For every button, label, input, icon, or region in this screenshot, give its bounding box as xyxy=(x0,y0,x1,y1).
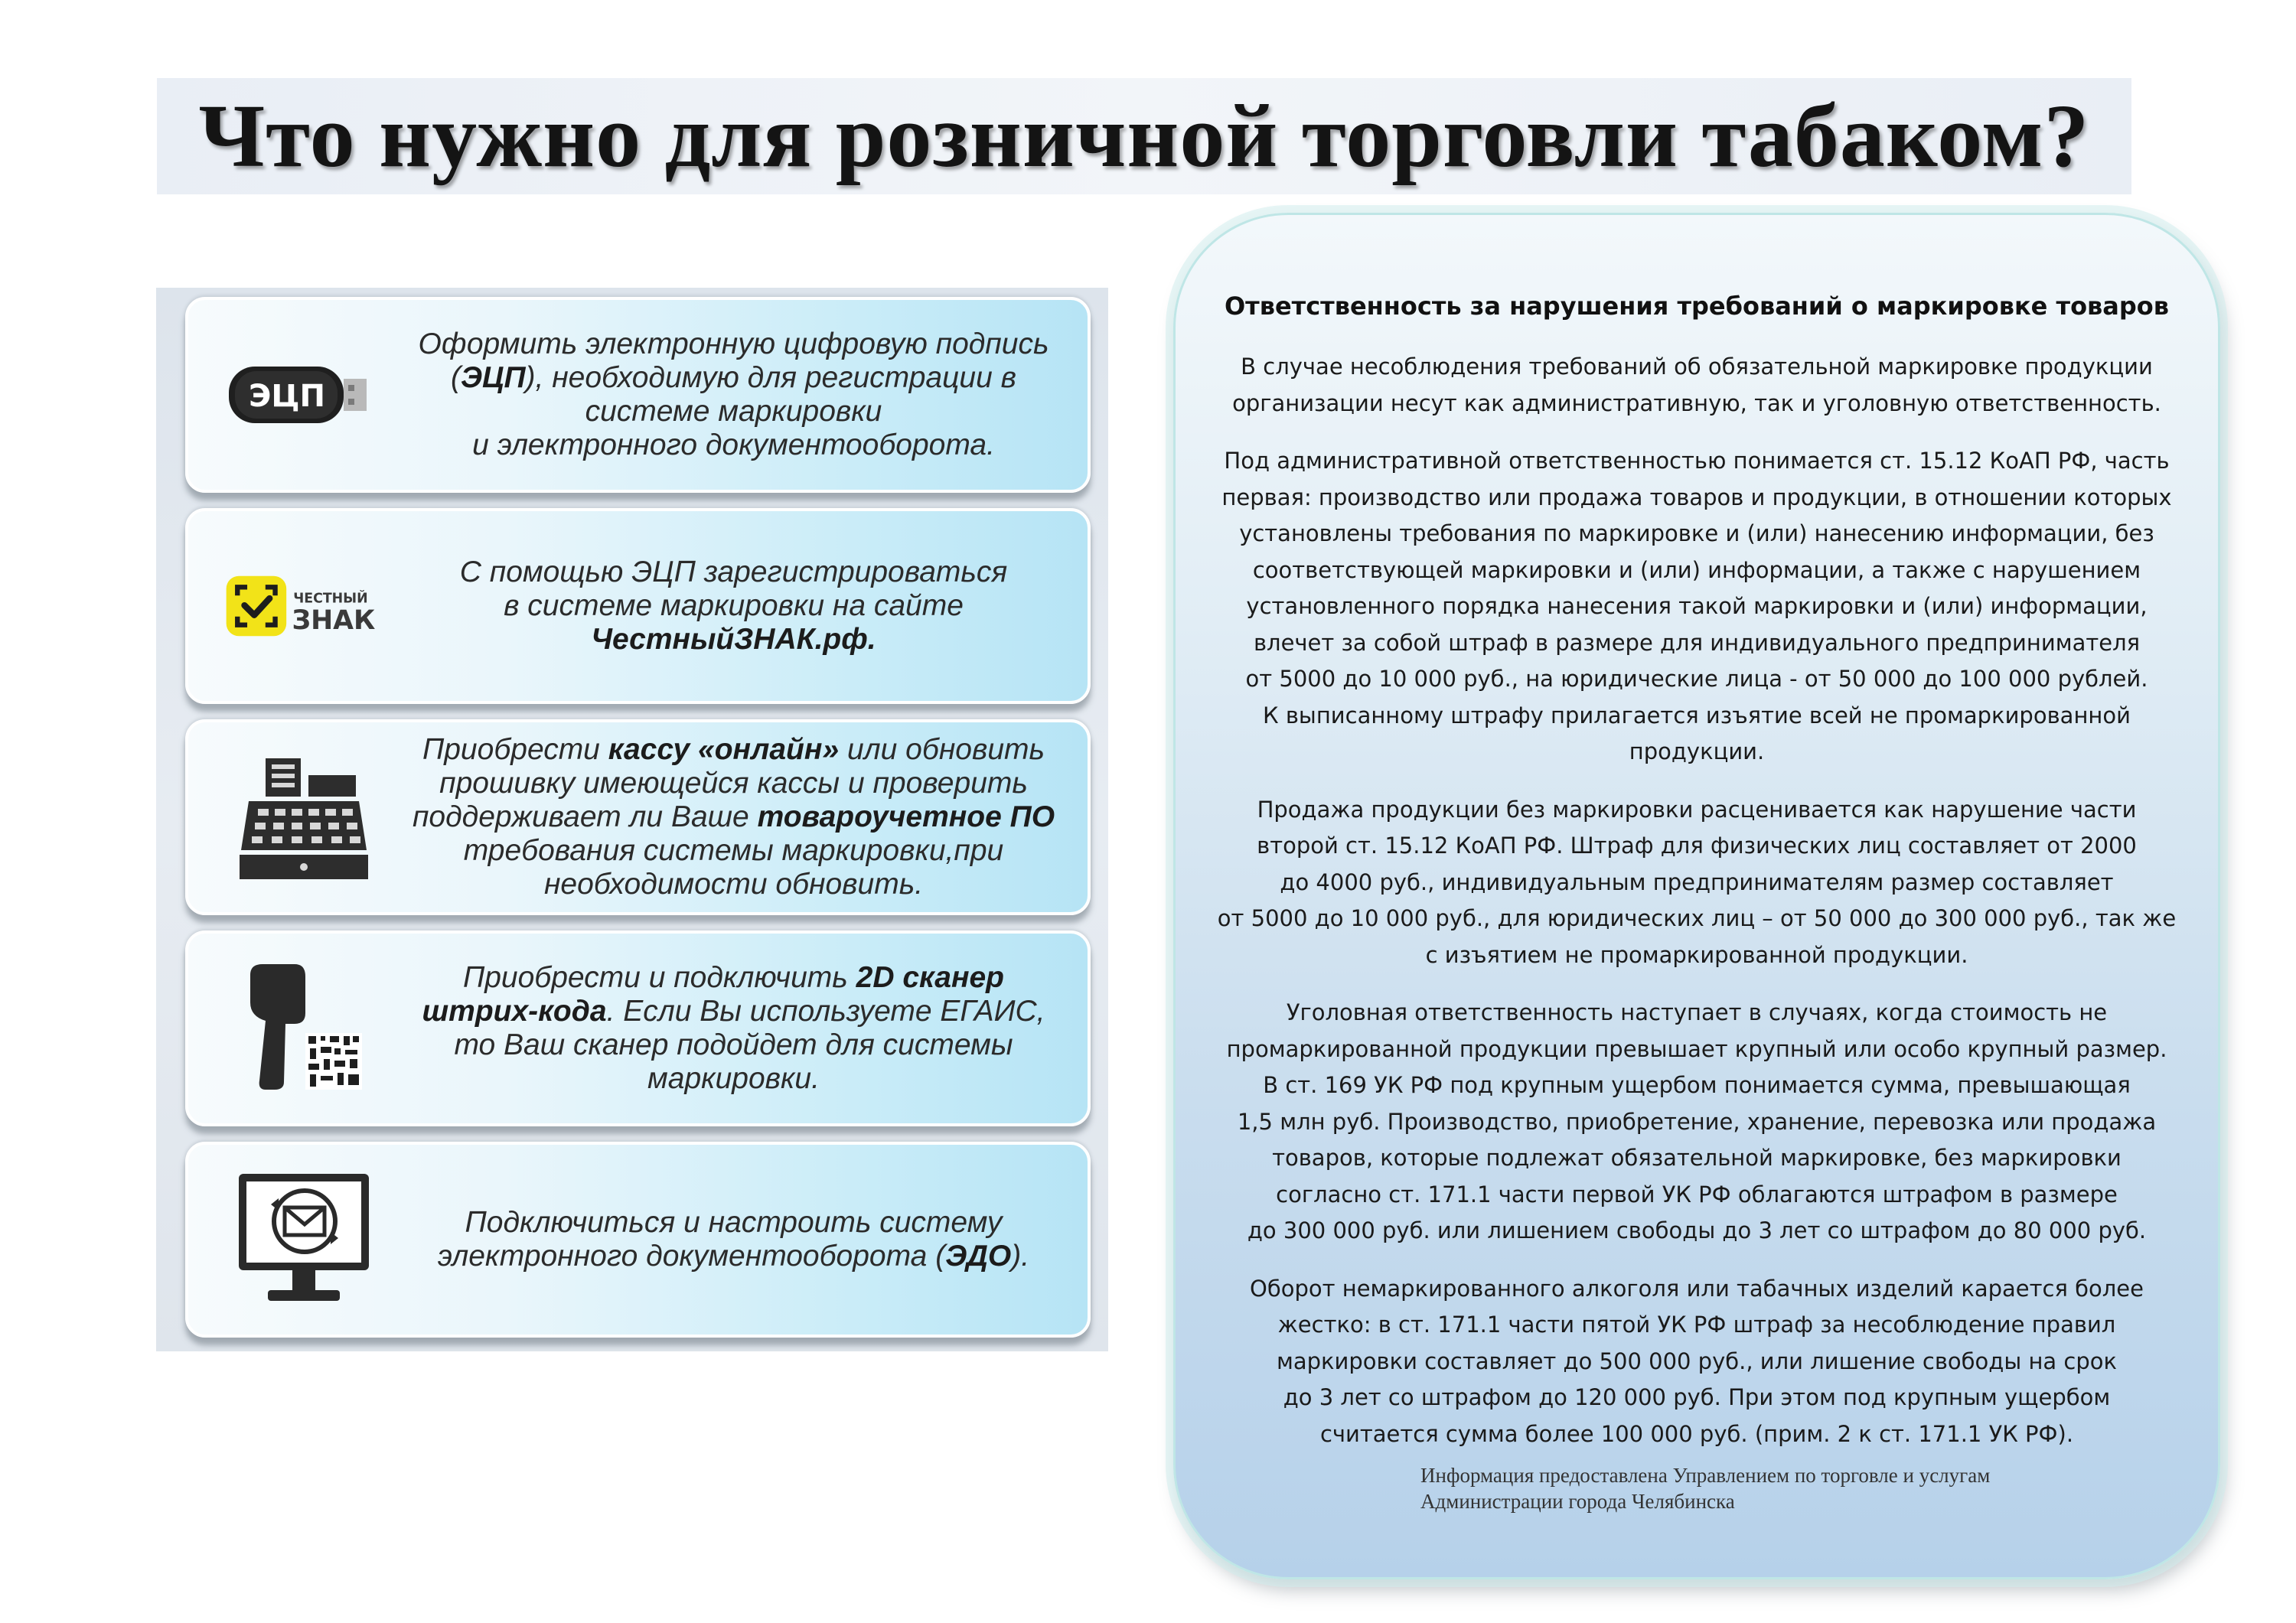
step-text xyxy=(395,722,1072,912)
step-card-scanner xyxy=(185,930,1091,1126)
info-paragraph-line: жестко: в ст. 171.1 части пятой УК РФ штраф за несоблюдение правил xyxy=(1277,1312,2116,1338)
info-paragraph-line: от 5000 до 10 000 руб., на юридические лица - от 50 000 до 100 000 рублей. xyxy=(1245,666,2148,692)
info-paragraph-line: К выписанному штрафу прилагается изъятие всей не промаркированной xyxy=(1263,702,2131,728)
info-heading: Ответственность за нарушения требований о маркировке товаров xyxy=(1224,292,2170,321)
step-text-line: С помощью ЭЦП зарегистрироваться xyxy=(459,556,1008,588)
step-card-edo xyxy=(185,1142,1091,1338)
step-text-emphasis: кассу «онлайн» xyxy=(608,733,840,766)
info-paragraph xyxy=(1191,443,2203,771)
step-text-line xyxy=(591,623,876,657)
info-paragraph-line: В случае несоблюдения требований об обязательной маркировке продукции xyxy=(1241,354,2153,380)
info-paragraph xyxy=(1191,792,2203,974)
step-text-line: (ЭЦП), необходимую для регистрации в xyxy=(451,361,1016,394)
info-paragraph-line: В ст. 169 УК РФ под крупным ущербом понимается сумма, превышающая xyxy=(1263,1072,2131,1098)
title-banner xyxy=(157,78,2131,194)
step-text-emphasis: 2D сканер xyxy=(856,961,1005,994)
info-paragraph-line: до 3 лет со штрафом до 120 000 руб. При этом под крупным ущербом xyxy=(1283,1384,2111,1410)
info-paragraph-line: влечет за собой штраф в размере для индивидуального предпринимателя xyxy=(1253,629,2141,656)
info-paragraph-line: с изъятием не промаркированной продукции. xyxy=(1425,941,1968,968)
page-title: Что нужно для розничной торговли табаком? xyxy=(198,86,2090,186)
step-text-line: Приобрести кассу «онлайн» или обновить xyxy=(422,733,1045,766)
step-text-line: системе маркировки xyxy=(585,395,882,428)
barcode-scanner-icon xyxy=(223,960,384,1097)
step-text-line: штрих-кода. Если Вы используете ЕГАИС, xyxy=(422,995,1045,1028)
step-card-ecp xyxy=(185,297,1091,493)
footer-line: Администрации города Челябинска xyxy=(1420,1490,1735,1513)
chestny-znak-logo-icon xyxy=(223,537,384,675)
info-paragraph-line: 1,5 млн руб. Производство, приобретение, хранение, перевозка или продажа xyxy=(1237,1108,2157,1135)
info-paragraph-line: до 300 000 руб. или лишением свободы до 3 лет со штрафом до 80 000 руб. xyxy=(1247,1217,2147,1243)
info-paragraph-line: организации несут как административную, так и уголовную ответственность. xyxy=(1232,389,2161,416)
info-paragraph-line: согласно ст. 171.1 части первой УК РФ облагаются штрафом в размере xyxy=(1276,1181,2118,1207)
edo-monitor-icon xyxy=(223,1171,384,1309)
info-paragraph-line: Уголовная ответственность наступает в случаях, когда стоимость не xyxy=(1286,999,2108,1025)
step-text-line: в системе маркировки на сайте xyxy=(504,589,964,622)
info-paragraph-line: до 4000 руб., индивидуальным предпринимателям размер составляет xyxy=(1280,869,2114,895)
info-paragraph-line: второй ст. 15.12 КоАП РФ. Штраф для физических лиц составляет от 2000 xyxy=(1257,833,2137,859)
step-text xyxy=(395,1145,1072,1335)
step-text-line: Приобрести и подключить 2D сканер xyxy=(462,961,1005,994)
step-text xyxy=(395,511,1072,701)
ecp-token-label: ЭЦП xyxy=(249,379,325,414)
step-text-emphasis: ЧестныйЗНАК.рф. xyxy=(591,623,876,656)
info-paragraph-line: соответствующей маркировки и (или) информации, а также с нарушением xyxy=(1252,556,2141,583)
step-text-line: требования системы маркировки,при xyxy=(463,834,1004,867)
info-paragraph-line: установленного порядка нанесения такой маркировки и (или) информации, xyxy=(1246,593,2148,619)
step-text-line: Оформить электронную цифровую подпись xyxy=(418,328,1049,360)
step-text-line: необходимости обновить. xyxy=(543,868,924,901)
info-paragraph xyxy=(1191,349,2203,422)
znak-logo-top: ЧЕСТНЫЙ xyxy=(293,591,368,607)
step-text xyxy=(395,300,1072,490)
step-text-line: и электронного документооборота. xyxy=(472,429,995,461)
info-paragraph-line: установлены требования по маркировке и (или) нанесению информации, без xyxy=(1239,520,2154,546)
liability-info-panel xyxy=(1173,213,2220,1579)
step-text-line: электронного документооборота (ЭДО). xyxy=(437,1240,1030,1273)
info-paragraph-line: Под административной ответственностью понимается ст. 15.12 КоАП РФ, часть xyxy=(1224,448,2170,474)
step-text-line: маркировки. xyxy=(647,1062,820,1095)
info-body xyxy=(1191,349,2203,1474)
info-paragraph-line: первая: производство или продажа товаров и продукции, в отношении которых xyxy=(1221,484,2172,510)
info-paragraph-line: маркировки составляет до 500 000 руб., или лишение свободы на срок xyxy=(1276,1348,2118,1374)
step-text-line: поддерживает ли Ваше товароучетное ПО xyxy=(412,800,1055,833)
step-text-emphasis: товароучетное ПО xyxy=(757,800,1055,833)
info-paragraph xyxy=(1191,1271,2203,1453)
steps-panel xyxy=(156,288,1108,1351)
step-text-line: то Ваш сканер подойдет для системы xyxy=(454,1028,1013,1061)
info-paragraph-line: от 5000 до 10 000 руб., для юридических лиц – от 50 000 до 300 000 руб., так же xyxy=(1217,905,2177,931)
info-source-note xyxy=(1420,1462,1990,1514)
info-paragraph xyxy=(1191,995,2203,1250)
step-text-emphasis: ЭДО xyxy=(945,1240,1012,1273)
step-text-emphasis: штрих-кода xyxy=(422,995,607,1028)
znak-logo-bottom: ЗНАК xyxy=(292,605,376,637)
step-text-line: Подключиться и настроить систему xyxy=(465,1206,1003,1239)
step-card-chestny-znak xyxy=(185,508,1091,704)
cash-register-icon xyxy=(223,748,384,886)
step-text xyxy=(395,934,1072,1123)
step-text-emphasis: ЭЦП xyxy=(461,361,526,394)
step-text-line: прошивку имеющейся кассы и проверить xyxy=(439,767,1028,800)
info-paragraph-line: промаркированной продукции превышает крупный или особо крупный размер. xyxy=(1226,1035,2167,1062)
info-paragraph-line: товаров, которые подлежат обязательной маркировке, без маркировки xyxy=(1272,1145,2122,1171)
usb-token-icon xyxy=(223,326,384,464)
info-paragraph-line: считается сумма более 100 000 руб. (прим. 2 к ст. 171.1 УК РФ). xyxy=(1319,1420,2074,1447)
info-paragraph-line: Оборот немаркированного алкоголя или табачных изделий карается более xyxy=(1250,1275,2144,1302)
footer-line: Информация предоставлена Управлением по торговле и услугам xyxy=(1420,1464,1991,1487)
info-paragraph-line: продукции. xyxy=(1629,738,1765,764)
step-card-cash-register xyxy=(185,719,1091,915)
info-paragraph-line: Продажа продукции без маркировки расценивается как нарушение части xyxy=(1257,796,2137,823)
